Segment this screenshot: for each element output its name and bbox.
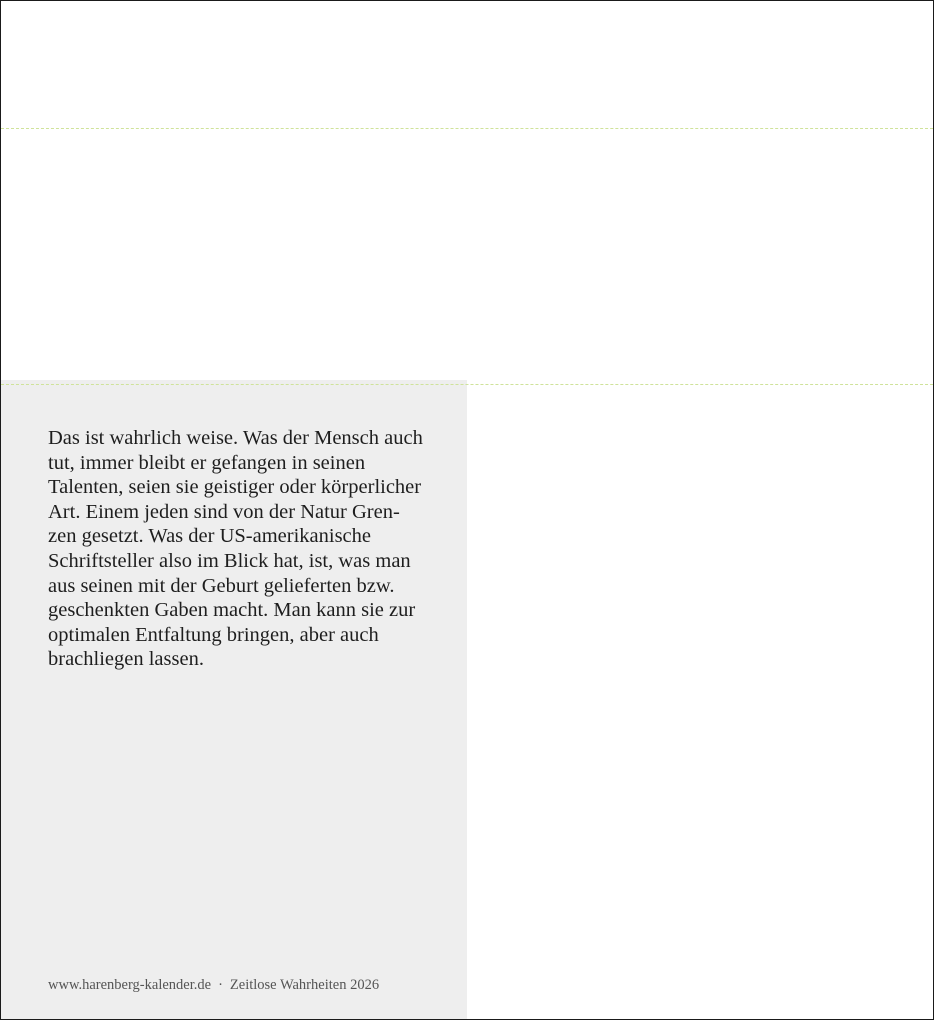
cut-line-top	[1, 128, 933, 129]
text-panel	[1, 380, 467, 1019]
cut-line-middle	[1, 384, 933, 385]
footer-separator: ·	[218, 977, 223, 993]
footer-title: Zeitlose Wahrheiten 2026	[229, 977, 380, 993]
footer	[48, 977, 379, 994]
footer-website: www.harenberg-kalender.de	[48, 977, 212, 993]
commentary-text: Das ist wahrlich weise. Was der Mensch auch tut, immer bleibt er gefangen in seinen Talenten, seien sie geistiger oder körperlicher Art. Einem jeden sind von der Natur Gren- zen gesetzt. Was der US-amerikanische Schriftsteller also im Blick hat, ist, was man aus seinen mit der Geburt gelieferten bzw. geschenkten Gaben macht. Man kann sie zur optimalen Entfaltung bringen, aber auch brachliegen lassen.	[48, 427, 423, 671]
